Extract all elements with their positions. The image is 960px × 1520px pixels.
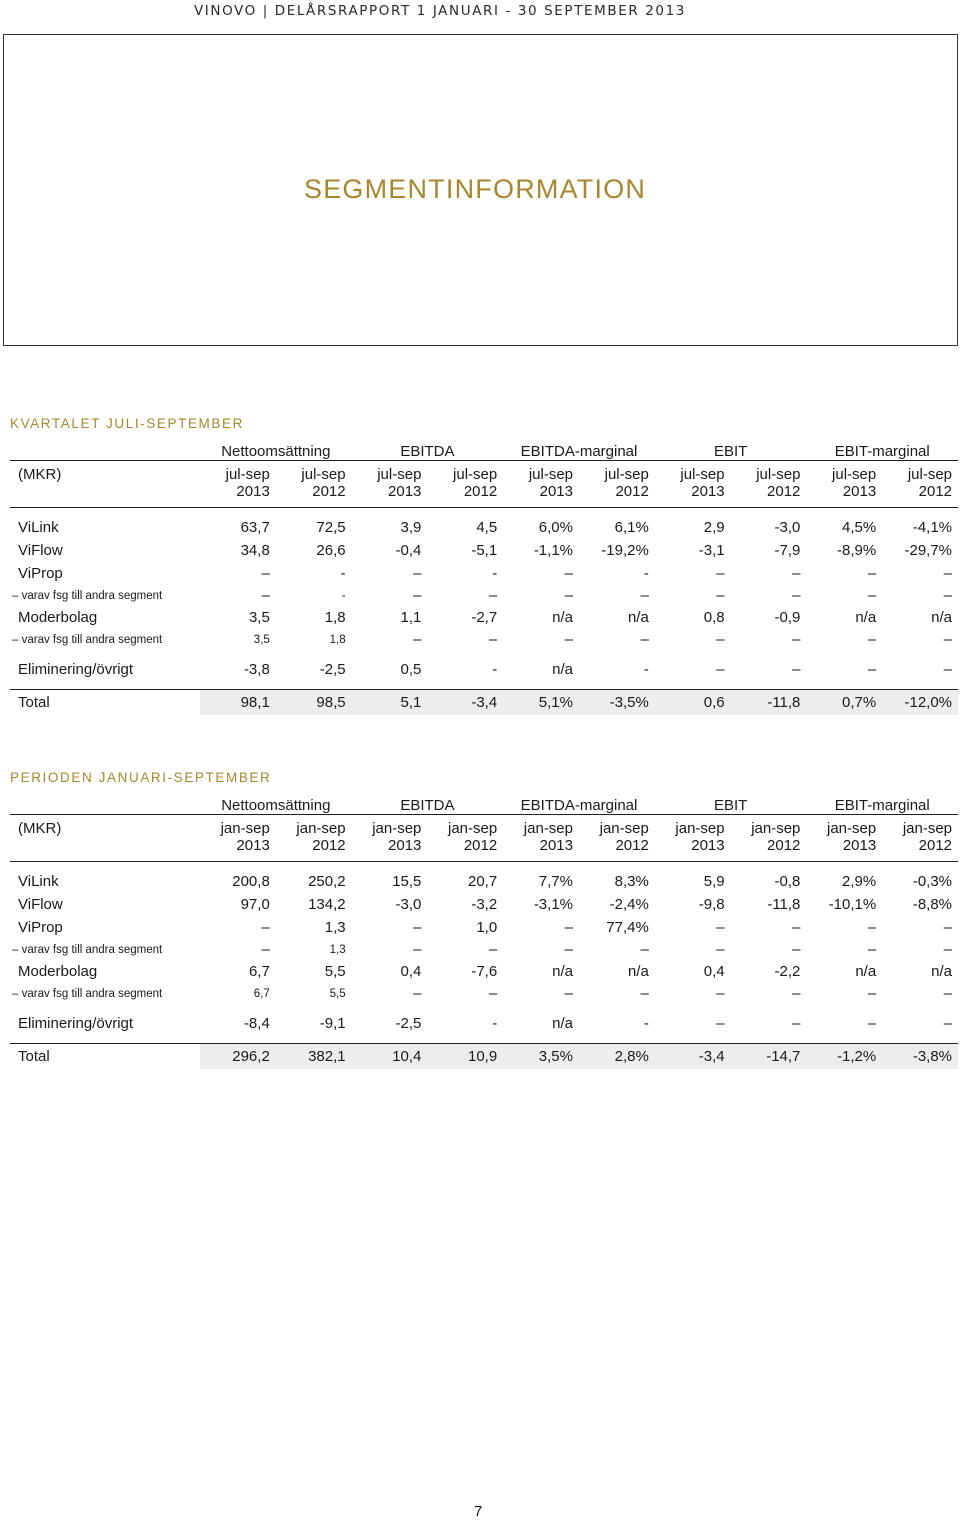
year-label: 2013 [655, 837, 731, 862]
table-cell: – [413, 565, 422, 582]
table-cell: 3,5 [248, 609, 270, 626]
table-cell: - [643, 661, 649, 678]
table-cell: – [792, 985, 801, 1002]
table-cell: – [261, 941, 270, 958]
header-blank [10, 792, 200, 815]
total-cell: 5,1% [503, 690, 579, 716]
table-cell: -3,0 [774, 519, 801, 536]
table-cell: 8,3% [614, 873, 649, 890]
year-label: 2012 [579, 483, 655, 508]
table-cell: 15,5 [392, 873, 422, 890]
table-cell: – [261, 565, 270, 582]
table-cell: n/a [552, 661, 573, 678]
table-cell: – [867, 587, 877, 604]
spacer [10, 650, 958, 658]
row-label: ViFlow [18, 896, 63, 913]
table-cell: - [340, 565, 346, 582]
year-label: 2012 [579, 837, 655, 862]
table-cell: - [492, 661, 498, 678]
table-cell: – [943, 565, 953, 582]
table-cell: -3,1% [533, 896, 573, 913]
table-cell: 1,8 [324, 609, 346, 626]
table-cell: -3,2 [471, 896, 498, 913]
table-row [10, 658, 958, 681]
spacer [10, 1035, 958, 1044]
period-label: jul-sep [377, 466, 422, 483]
period-label: jul-sep [301, 466, 346, 483]
table-cell: – [716, 919, 725, 936]
row-label: Moderbolag [18, 609, 98, 626]
table-cell: -2,7 [471, 609, 498, 626]
table-row [10, 629, 958, 650]
table-cell: – [640, 985, 649, 1002]
table-cell: – [716, 985, 725, 1002]
total-cell: -12,0% [882, 690, 958, 716]
table-cell: -9,1 [319, 1015, 346, 1032]
table-cell: – [564, 941, 573, 958]
table-cell: – [792, 631, 801, 648]
table-cell: n/a [855, 963, 877, 980]
table-cell: – [716, 631, 725, 648]
table-cell: - [492, 565, 498, 582]
table-cell: -3,8 [243, 661, 270, 678]
table-cell: -8,9% [837, 542, 877, 559]
table-cell: – [792, 1015, 801, 1032]
period-label: jan-sep [523, 820, 573, 837]
table-cell: – [792, 661, 801, 678]
total-cell: 296,2 [200, 1044, 276, 1070]
table-cell: 0,5 [400, 661, 422, 678]
row-label: ViLink [18, 519, 59, 536]
period-label: jul-sep [907, 466, 953, 483]
table-cell: 4,5% [842, 519, 877, 536]
table-cell: 6,7 [248, 963, 270, 980]
table-cell: -29,7% [904, 542, 953, 559]
unit-label: (MKR) [18, 820, 62, 837]
table-cell: – [792, 565, 801, 582]
total-cell: 0,6 [655, 690, 731, 716]
table-cell: – [716, 587, 725, 604]
table-cell: n/a [931, 963, 953, 980]
total-label: Total [10, 690, 200, 716]
period-label: jan-sep [751, 820, 801, 837]
period-label: jul-sep [680, 466, 725, 483]
table-cell: -2,5 [319, 661, 346, 678]
row-label: – varav fsg till andra segment [12, 633, 163, 646]
table-cell: 0,4 [400, 963, 422, 980]
year-label: 2012 [882, 483, 958, 508]
table-cell: 1,8 [329, 633, 346, 646]
table-cell: 5,9 [703, 873, 725, 890]
table-row [10, 562, 958, 585]
table-cell: – [413, 587, 422, 604]
table-cell: -0,4 [395, 542, 422, 559]
total-cell: 5,1 [352, 690, 428, 716]
spacer [10, 681, 958, 690]
table-cell: – [792, 919, 801, 936]
table-row [10, 539, 958, 562]
table-cell: – [488, 985, 498, 1002]
period-label: jan-sep [902, 820, 953, 837]
column-group-header: EBIT-marginal [806, 792, 958, 815]
total-cell: -3,5% [579, 690, 655, 716]
row-label: ViProp [18, 919, 63, 936]
total-label: Total [10, 1044, 200, 1070]
column-group-header: Nettoomsättning [200, 438, 352, 461]
table-cell: 1,3 [329, 943, 346, 956]
year-label: 2013 [806, 483, 882, 508]
period-label: jan-sep [675, 820, 725, 837]
total-cell: 98,5 [276, 690, 352, 716]
table-cell: – [261, 919, 270, 936]
section-heading-quarter: KVARTALET JULI-SEPTEMBER [10, 416, 244, 431]
table-cell: - [341, 589, 346, 602]
year-label: 2012 [882, 837, 958, 862]
row-label: – varav fsg till andra segment [12, 987, 163, 1000]
table-cell: -3,1 [698, 542, 725, 559]
total-cell: 382,1 [276, 1044, 352, 1070]
table-cell: 2,9% [842, 873, 877, 890]
table-cell: n/a [855, 609, 877, 626]
segment-table-period [10, 792, 958, 1069]
table-cell: – [716, 941, 725, 958]
table-cell: – [413, 985, 422, 1002]
table-cell: – [564, 587, 573, 604]
page-number: 7 [474, 1503, 483, 1520]
period-label: jul-sep [604, 466, 649, 483]
table-cell: -7,9 [774, 542, 801, 559]
table-cell: 0,4 [703, 963, 725, 980]
table-cell: - [643, 565, 649, 582]
table-cell: 200,8 [232, 873, 270, 890]
table-cell: – [488, 631, 498, 648]
period-label: jul-sep [528, 466, 573, 483]
year-label: 2013 [352, 483, 428, 508]
table-row [10, 516, 958, 539]
table-cell: 6,1% [614, 519, 649, 536]
table-row [10, 585, 958, 606]
table-cell: 77,4% [606, 919, 649, 936]
total-cell: -14,7 [731, 1044, 807, 1070]
table-cell: – [261, 587, 270, 604]
table-cell: n/a [627, 609, 649, 626]
table-cell: – [867, 919, 877, 936]
spacer [10, 508, 958, 517]
period-label: jan-sep [448, 820, 498, 837]
row-label: ViLink [18, 873, 59, 890]
year-label: 2012 [427, 483, 503, 508]
table-cell: – [564, 985, 573, 1002]
table-cell: n/a [931, 609, 953, 626]
table-cell: 6,7 [253, 987, 270, 1000]
period-label: jul-sep [225, 466, 270, 483]
table-cell: – [943, 631, 953, 648]
period-label: jan-sep [220, 820, 270, 837]
year-label: 2012 [276, 483, 352, 508]
table-row [10, 983, 958, 1004]
column-group-header: EBIT-marginal [806, 438, 958, 461]
table-cell: – [564, 919, 573, 936]
table-cell: 72,5 [316, 519, 346, 536]
table-cell: -8,8% [912, 896, 953, 913]
table-cell: – [413, 631, 422, 648]
table-cell: - [492, 1015, 498, 1032]
table-cell: -19,2% [601, 542, 649, 559]
section-heading-period: PERIODEN JANUARI-SEPTEMBER [10, 770, 272, 785]
table-cell: – [640, 587, 649, 604]
table-cell: – [640, 941, 649, 958]
table-cell: -2,4% [609, 896, 649, 913]
spacer [10, 1004, 958, 1012]
year-label: 2013 [352, 837, 428, 862]
table-cell: 97,0 [240, 896, 270, 913]
total-cell: 3,5% [503, 1044, 579, 1070]
table-cell: n/a [552, 963, 573, 980]
table-cell: – [413, 941, 422, 958]
row-label: Moderbolag [18, 963, 98, 980]
period-label: jan-sep [827, 820, 877, 837]
column-group-header: EBIT [655, 438, 807, 461]
table-row [10, 870, 958, 893]
table-cell: n/a [552, 1015, 573, 1032]
header-blank [10, 438, 200, 461]
year-label: 2012 [731, 837, 807, 862]
table-cell: – [792, 941, 801, 958]
row-label: Eliminering/övrigt [18, 1015, 134, 1032]
table-cell: – [943, 985, 953, 1002]
row-label: ViProp [18, 565, 63, 582]
table-cell: 1,0 [476, 919, 498, 936]
table-cell: – [716, 1015, 725, 1032]
total-cell: 10,9 [427, 1044, 503, 1070]
table-cell: – [488, 941, 498, 958]
table-cell: -4,1% [912, 519, 953, 536]
table-cell: 26,6 [316, 542, 346, 559]
year-label: 2013 [655, 483, 731, 508]
table-cell: – [716, 565, 725, 582]
total-row [10, 690, 958, 716]
table-cell: -3,0 [395, 896, 422, 913]
table-cell: 1,1 [400, 609, 422, 626]
year-label: 2013 [200, 483, 276, 508]
total-cell: 0,7% [806, 690, 882, 716]
column-group-header: Nettoomsättning [200, 792, 352, 815]
period-label: jan-sep [372, 820, 422, 837]
period-label: jul-sep [453, 466, 498, 483]
total-cell: -3,4 [655, 1044, 731, 1070]
year-label: 2012 [276, 837, 352, 862]
table-cell: n/a [552, 609, 573, 626]
column-group-header: EBIT [655, 792, 807, 815]
table-cell: -2,5 [395, 1015, 422, 1032]
table-cell: -0,9 [774, 609, 801, 626]
table-cell: -5,1 [471, 542, 498, 559]
period-label: jan-sep [296, 820, 346, 837]
table-cell: -8,4 [243, 1015, 270, 1032]
column-group-header: EBITDA-marginal [503, 792, 655, 815]
total-cell: -3,4 [427, 690, 503, 716]
table-cell: – [867, 565, 877, 582]
column-group-header: EBITDA-marginal [503, 438, 655, 461]
table-cell: – [488, 587, 498, 604]
table-cell: - [643, 1015, 649, 1032]
total-cell: 2,8% [579, 1044, 655, 1070]
table-row [10, 939, 958, 960]
period-label: jul-sep [756, 466, 801, 483]
table-cell: 3,9 [400, 519, 422, 536]
table-cell: – [867, 985, 877, 1002]
segment-table-quarter [10, 438, 958, 715]
header-blank [10, 837, 200, 862]
total-cell: -3,8% [882, 1044, 958, 1070]
table-cell: 5,5 [329, 987, 346, 1000]
table-cell: – [943, 1015, 953, 1032]
table-cell: – [943, 661, 953, 678]
column-group-header: EBITDA [352, 438, 504, 461]
total-cell: -11,8 [731, 690, 807, 716]
table-cell: – [943, 941, 953, 958]
table-cell: 0,8 [703, 609, 725, 626]
page-title: SEGMENTINFORMATION [304, 174, 647, 204]
table-cell: – [640, 631, 649, 648]
year-label: 2012 [427, 837, 503, 862]
table-cell: -2,2 [774, 963, 801, 980]
table-cell: -11,8 [767, 896, 801, 913]
table-cell: 20,7 [468, 873, 498, 890]
table-row [10, 916, 958, 939]
header-blank [10, 483, 200, 508]
total-cell: 10,4 [352, 1044, 428, 1070]
table-cell: 7,7% [538, 873, 573, 890]
table-cell: 6,0% [538, 519, 573, 536]
table-row [10, 1012, 958, 1035]
table-cell: -9,8 [698, 896, 725, 913]
table-cell: 2,9 [703, 519, 725, 536]
table-cell: – [943, 919, 953, 936]
table-cell: – [867, 941, 877, 958]
table-cell: – [867, 631, 877, 648]
year-label: 2013 [200, 837, 276, 862]
year-label: 2012 [731, 483, 807, 508]
table-cell: 34,8 [240, 542, 270, 559]
table-cell: -7,6 [471, 963, 498, 980]
table-cell: – [564, 631, 573, 648]
year-label: 2013 [503, 837, 579, 862]
table-cell: 3,5 [253, 633, 270, 646]
table-cell: – [867, 661, 877, 678]
table-cell: 134,2 [308, 896, 346, 913]
row-label: ViFlow [18, 542, 63, 559]
table-cell: – [867, 1015, 877, 1032]
unit-label: (MKR) [18, 466, 62, 483]
table-row [10, 960, 958, 983]
running-header: VINOVO | DELÅRSRAPPORT 1 JANUARI - 30 SEPTEMBER 2013 [193, 3, 686, 19]
table-cell: – [564, 565, 573, 582]
table-cell: -10,1% [828, 896, 877, 913]
column-group-header: EBITDA [352, 792, 504, 815]
table-cell: n/a [627, 963, 649, 980]
table-cell: 1,3 [324, 919, 346, 936]
table-cell: – [716, 661, 725, 678]
table-row [10, 893, 958, 916]
table-cell: – [413, 919, 422, 936]
table-cell: – [943, 587, 953, 604]
table-cell: 4,5 [476, 519, 498, 536]
period-label: jul-sep [832, 466, 877, 483]
row-label: – varav fsg till andra segment [12, 589, 163, 602]
year-label: 2013 [806, 837, 882, 862]
total-row [10, 1044, 958, 1070]
table-cell: 250,2 [308, 873, 346, 890]
table-cell: -0,8 [774, 873, 801, 890]
table-cell: 5,5 [324, 963, 346, 980]
table-cell: -1,1% [533, 542, 573, 559]
table-cell: -0,3% [912, 873, 953, 890]
table-cell: 63,7 [240, 519, 270, 536]
row-label: – varav fsg till andra segment [12, 943, 163, 956]
table-row [10, 606, 958, 629]
total-cell: 98,1 [200, 690, 276, 716]
table-cell: – [792, 587, 801, 604]
total-cell: -1,2% [806, 1044, 882, 1070]
period-label: jan-sep [599, 820, 649, 837]
year-label: 2013 [503, 483, 579, 508]
row-label: Eliminering/övrigt [18, 661, 134, 678]
spacer [10, 862, 958, 871]
